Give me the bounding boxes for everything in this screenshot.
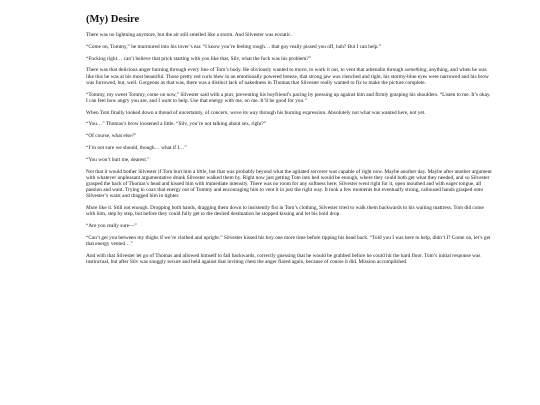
paragraph: “Fucking right… can’t believe that prick starting with you like that, Silv, what the fuck was his problem?” [86, 55, 312, 62]
paragraph: “I’m not sure we should, though… what if I…” [86, 144, 187, 151]
document-title: (My) Desire [86, 14, 140, 25]
paragraph: More like it. Still not enough. Dropping both hands, dragging them down to insistently fist in Tom’s clothing, Silvester tried to walk them backwards to his waiting mattress. Tom did come with him, step by step, but before they could fully get to the desired destination he stopped kissing and let his hold drop. [86, 205, 484, 218]
paragraph: “Tommy, my sweet Tommy, come on now,” Silvester said with a purr, preventing his boyfriend’s pacing by pressing up against him and firmly grasping his shoulders. “Listen to me. It’s okay. I can feel how angry you are, and I want to help. Use that energy with me, on me. It’ll be good for you.” [86, 91, 491, 104]
paragraph: There was that delicious anger burning through every line of Tom’s body. He obviously wanted to move, to work it out, to vent that adrenalin through something, anything, and when he was like this he was at his most beautiful. Those pretty red curls blew in an emotionally powered breeze, that strong jaw was clenched and tight, his stormy-blue eyes were narrowed and his brow was furrowed, but, well. Gorgeous as that was, there was a distinct lack of nakedness in Thomas that Silvester really wanted to fix to make the picture complete. [86, 67, 489, 86]
paragraph: “Of course, what else?” [86, 133, 137, 140]
paragraph: When Tom finally looked down a thread of uncertainty, of concern, wove its way through his burning expression. Absolutely not what was wanted here, not yet. [86, 109, 426, 116]
paragraph: “You…” Thomas’s brow loosened a little. “Silv, you’re not talking about sex, right?” [86, 121, 267, 128]
paragraph: And with that Silvester let go of Thomas and allowed himself to fall backwards, correctly guessing that he would be grabbed before he could hit the hard floor. Tom’s initial response was instinctual, but after Silv was snuggly secure and held against that inviting chest the anger flared again, because of course it did. Mission accomplished. [86, 252, 481, 266]
paragraph: “You won’t hurt me, dearest.” [86, 156, 150, 163]
paragraph: Not that it would bother Silvester if Tom hurt him a little, but that was probably beyond what the agitated sorcerer was capable of right now. Maybe another day. Maybe after another argument with whatever unpleasant argumentative drunk Silvester walked them by. Right now just getting Tom into bed would be enough, where they could both get what they needed, and so Silvester grasped the back of Thomas’s head and kissed him with immediate intensity. There was no room for any softness here; Silvester went right for it, open mouthed and with eager tongue, all passion and want. Trying to coax that energy out of Tommy and encouraging him to vent it in just the right way. It took a few moments but eventually strong, calloused hands grasped onto Silvester’s waist and dragged him in tighter. [86, 168, 492, 200]
paragraph: There was no lightning anymore, but the air still smelled like a storm. And Silvester was ecstatic. [86, 32, 292, 38]
paragraph: “Can’t get you between my thighs if we’re clothed and upright.” Silvester kissed his boy one more time before tipping his head back. “Told you I was here to help, didn’t I? Come on, let’s get that energy vented…” [86, 234, 491, 248]
document-body [86, 32, 492, 265]
paragraph: “Are you really sure—” [86, 223, 137, 230]
paragraph: “Come on, Tommy,” he murmured into his lover’s ear. “I know you’re feeling rough… that guy really pissed you off, huh? But I can help.” [86, 43, 382, 50]
